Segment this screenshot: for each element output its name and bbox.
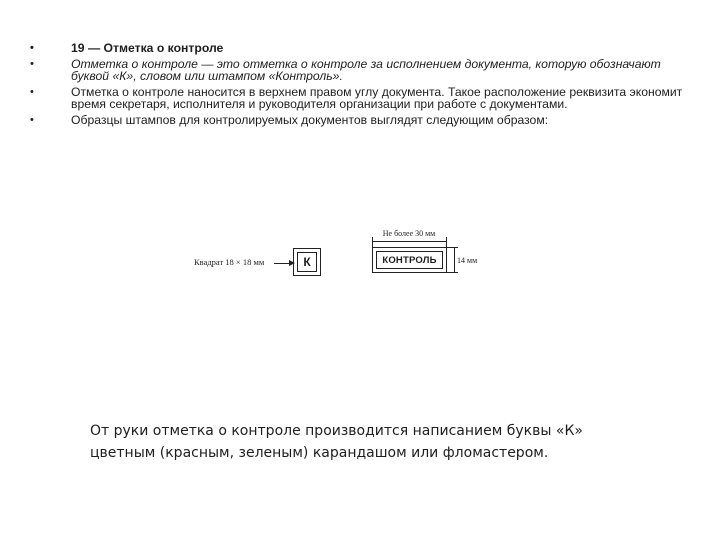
bullet-placement: • Отметка о контроле наносится в верхнем правом углу документа. Такое расположение реквизита экономит время секретаря, исполнителя и руководителя организации при работе с документами. [30, 86, 690, 111]
height-dimension-label: 14 мм [457, 256, 478, 265]
width-dimension-label: Не более 30 мм [382, 229, 436, 238]
bullet-title: • 19 — Отметка о контроле [30, 42, 690, 55]
height-dimension-tick-bottom [447, 272, 458, 273]
bullet-definition: • Отметка о контроле — это отметка о контроле за исполнением документа, которую обозначают буквой «К», словом или штампом «Контроль». [30, 58, 690, 83]
height-dimension-line [454, 247, 455, 273]
handwritten-mark-note: От руки отметка о контроле производится написанием буквы «К» цветным (красным, зеленым) карандашом или фломастером. [90, 423, 583, 461]
stamp-samples-diagram [160, 215, 500, 295]
width-dimension-line [372, 241, 446, 242]
stamp-control-text: КОНТРОЛЬ [376, 251, 443, 269]
height-dimension-tick-top [447, 247, 458, 248]
bullet-list [30, 42, 690, 129]
stamp-control-box [372, 247, 447, 273]
bullet-samples: • Образцы штампов для контролируемых документов выглядят следующим образом: [30, 114, 690, 127]
stamp-k-letter: К [297, 252, 317, 272]
width-dimension-tick-right [446, 237, 447, 247]
stamp-k-box [293, 248, 321, 276]
square-size-label: Квадрат 18 × 18 мм [194, 257, 265, 267]
width-dimension-tick-left [372, 237, 373, 247]
